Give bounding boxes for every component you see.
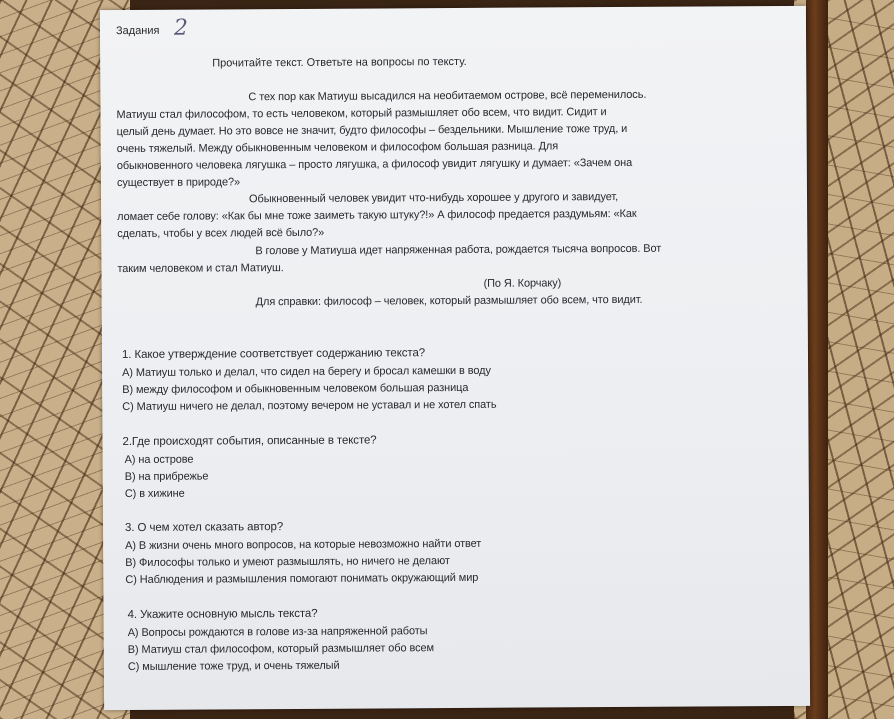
text-line: В голове у Матиуша идет напряженная работа, рождается тысяча вопросов. Вот (255, 242, 662, 258)
question-4-option-b: В) Матиуш стал философом, который размышляет обо всем (127, 642, 434, 657)
question-1-option-b: В) между философом и обыкновенным человеком большая разница (122, 381, 469, 397)
text-line: сделать, чтобы у всех людей всё было?» (117, 226, 325, 241)
question-1-option-c: С) Матиуш ничего не делал, поэтому вечером не уставал и не хотел спать (122, 398, 497, 414)
question-2-title: 2.Где происходят события, описанные в тексте? (122, 434, 377, 449)
question-4-option-c: С) мышление тоже труд, и очень тяжелый (127, 659, 340, 674)
paper-sheet (100, 6, 810, 710)
text-line: Матиуш стал философом, то есть человеком, который размышляет обо всем, что видит. Сидит и (116, 106, 607, 122)
question-2-option-b: В) на прибрежье (124, 470, 209, 484)
question-4-option-a: А) Вопросы рождаются в голове из-за напряженной работы (127, 625, 428, 640)
question-3-option-c: С) Наблюдения и размышления помогают понимать окружающий мир (125, 571, 479, 587)
task-label: Задания (115, 24, 160, 38)
text-line: очень тяжелый. Между обыкновенным человеком и философом большая разница. Для (116, 140, 559, 156)
task-number-handwritten: 2 (173, 15, 189, 41)
text-line: Обыкновенный человек увидит что-нибудь хорошее у другого и завидует, (248, 191, 619, 206)
text-line: таким человеком и стал Матиуш. (117, 262, 284, 276)
question-4-title: 4. Укажите основную мысль текста? (127, 607, 318, 622)
question-3-option-a: А) В жизни очень много вопросов, на которые невозможно найти ответ (125, 537, 482, 553)
question-2-option-a: А) на острове (124, 453, 194, 467)
text-line: существует в природе?» (116, 176, 241, 190)
text-line: С тех пор как Матиуш высадился на необитаемом острове, всё переменилось. (248, 88, 647, 104)
question-3-title: 3. О чем хотел сказать автор? (124, 521, 284, 535)
instruction: Прочитайте текст. Ответьте на вопросы по тексту. (212, 55, 467, 70)
reference-note: Для справки: философ – человек, который размышляет обо всем, что видит. (255, 293, 643, 309)
question-1-option-a: А) Матиуш только и делал, что сидел на берегу и бросал камешки в воду (122, 364, 491, 380)
question-3-option-b: В) Философы только и умеют размышлять, но ничего не делают (125, 555, 450, 570)
question-2-option-c: С) в хижине (124, 487, 185, 501)
text-line: обыкновенного человека лягушка – просто лягушка, а философ увидит лягушку и думает: «Зачем она (116, 156, 633, 173)
text-line: целый день думает. Но это вовсе не значит, будто философы – бездельники. Мышление тоже труд, и (116, 122, 628, 139)
question-1-title: 1. Какое утверждение соответствует содержанию текста? (121, 347, 426, 362)
text-line: ломает себе голову: «Как бы мне тоже заиметь такую штуку?!» А философ предается раздумьям: «Как (117, 207, 637, 224)
source-attribution: (По Я. Корчаку) (483, 277, 562, 290)
